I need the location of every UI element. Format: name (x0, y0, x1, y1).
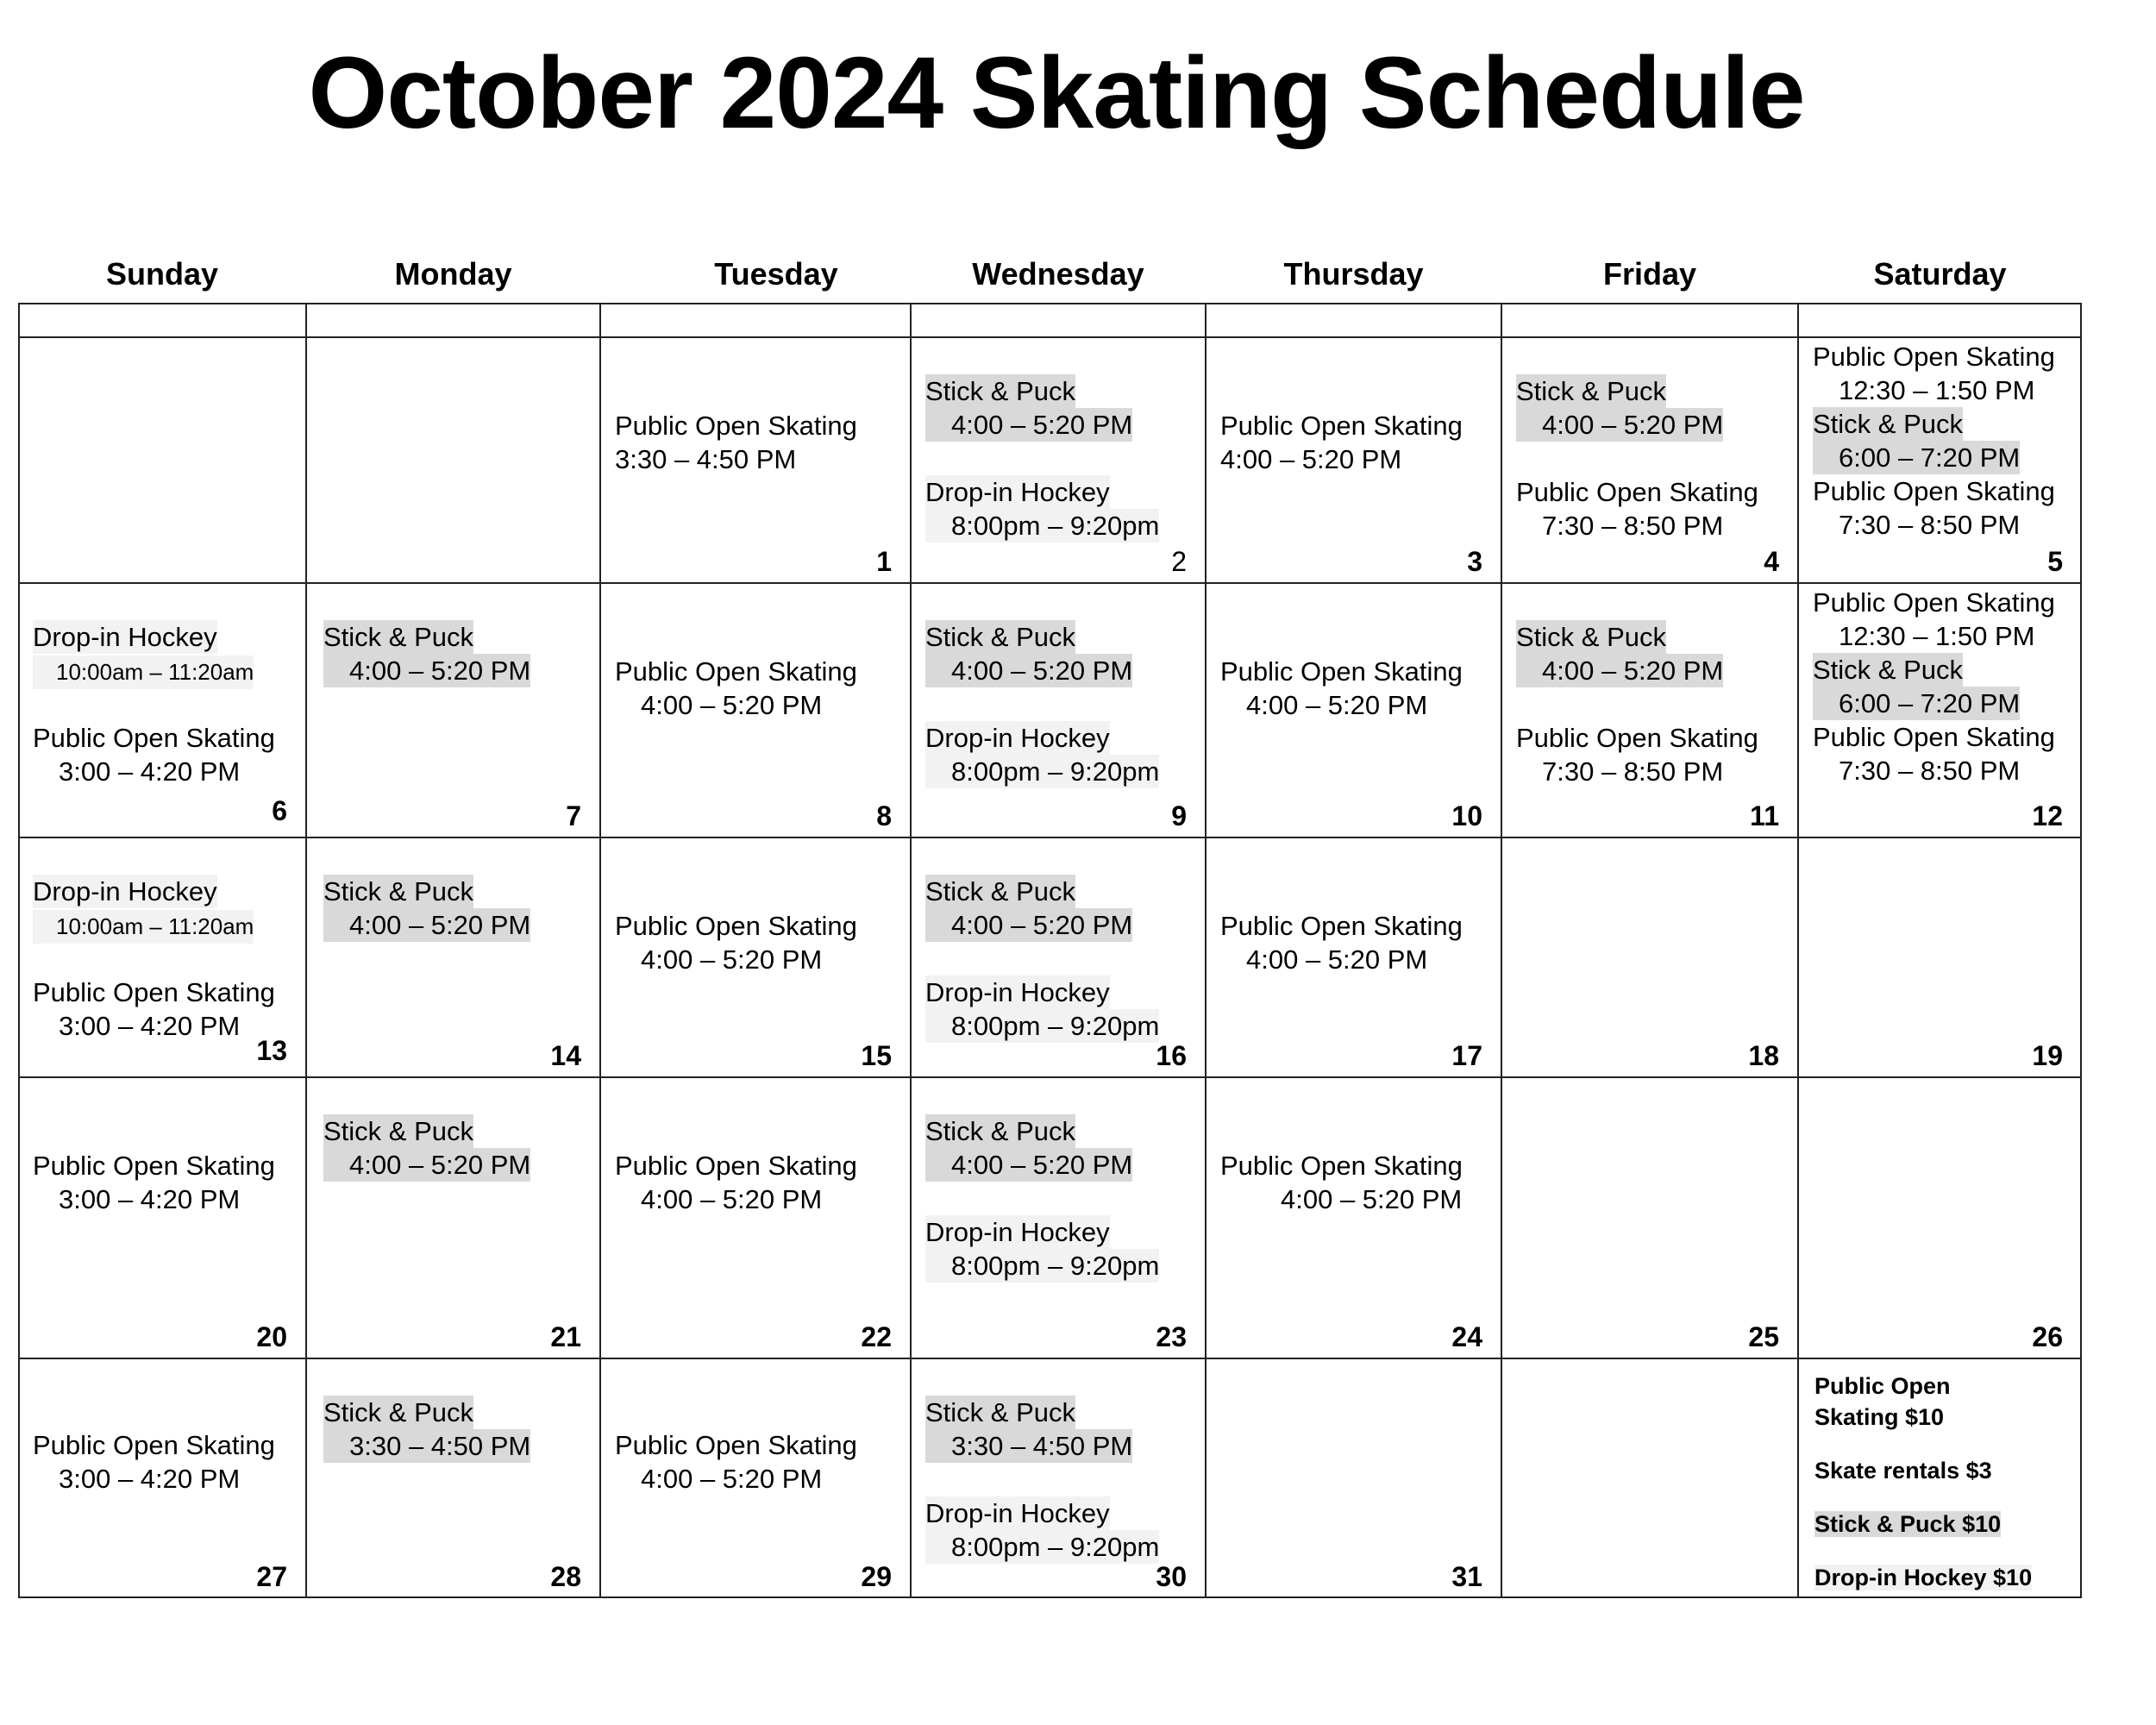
day-number: 7 (566, 800, 581, 831)
day-number: 18 (1748, 1040, 1779, 1071)
price-stick-and-puck: Stick & Puck $10 (1814, 1511, 2002, 1537)
day-number: 30 (1156, 1561, 1187, 1592)
event-name: Drop-in Hockey (33, 876, 217, 906)
event-name: Public Open Skating (1516, 477, 1758, 507)
day-number: 29 (861, 1561, 892, 1592)
event-time: 4:00 – 5:20 PM (925, 654, 1132, 687)
price-public-open-line1: Public Open (1814, 1373, 1951, 1399)
day-number: 24 (1451, 1321, 1482, 1352)
event-name: Stick & Puck (925, 376, 1075, 406)
event-name: Stick & Puck (323, 876, 473, 906)
event-name: Public Open Skating (1220, 411, 1463, 441)
day-number: 16 (1156, 1040, 1187, 1071)
event-name: Stick & Puck (323, 1116, 473, 1146)
event-name: Public Open Skating (1220, 1151, 1463, 1181)
event-name: Public Open Skating (33, 1430, 275, 1460)
event-time: 3:00 – 4:20 PM (59, 1464, 241, 1494)
day-cell-1[interactable] (600, 337, 911, 583)
event-time: 3:00 – 4:20 PM (59, 1011, 241, 1041)
day-cell-16[interactable] (911, 837, 1206, 1077)
day-cell-31[interactable] (1206, 1358, 1501, 1598)
event-name: Drop-in Hockey (925, 477, 1110, 507)
event-time: 8:00pm – 9:20pm (925, 1249, 1159, 1283)
event-name: Stick & Puck (925, 1397, 1075, 1427)
price-skate-rentals: Skate rentals $3 (1814, 1458, 1992, 1484)
day-number: 19 (2032, 1040, 2063, 1071)
event-time: 8:00pm – 9:20pm (925, 755, 1159, 788)
event-name: Stick & Puck (1516, 622, 1666, 652)
weekday-wednesday: Wednesday (972, 256, 1144, 292)
day-cell-15[interactable] (600, 837, 911, 1077)
event-time: 4:00 – 5:20 PM (1246, 944, 1428, 975)
event-time: 6:00 – 7:20 PM (1813, 687, 2020, 720)
event-time: 4:00 – 5:20 PM (323, 908, 530, 942)
event-name: Stick & Puck (323, 1397, 473, 1427)
day-cell-7[interactable] (306, 583, 600, 837)
event-name: Public Open Skating (1813, 587, 2055, 618)
event-name: Stick & Puck (1813, 409, 1963, 439)
day-cell-20[interactable] (18, 1077, 306, 1358)
event-time: 7:30 – 8:50 PM (1839, 510, 2021, 540)
day-number: 3 (1467, 546, 1482, 577)
day-number: 14 (550, 1040, 581, 1071)
day-cell-14[interactable] (306, 837, 600, 1077)
event-time: 4:00 – 5:20 PM (1516, 408, 1723, 442)
weekday-sunday: Sunday (105, 256, 219, 292)
event-time: 4:00 – 5:20 PM (323, 654, 530, 687)
event-name: Public Open Skating (1220, 656, 1463, 687)
day-cell-22[interactable] (600, 1077, 911, 1358)
event-time: 6:00 – 7:20 PM (1813, 441, 2020, 474)
event-name: Public Open Skating (615, 411, 857, 441)
event-time: 4:00 – 5:20 PM (641, 1184, 823, 1214)
day-cell-29[interactable] (600, 1358, 911, 1598)
event-time: 7:30 – 8:50 PM (1542, 511, 1724, 541)
event-time: 4:00 – 5:20 PM (1281, 1184, 1463, 1214)
event-name: Public Open Skating (1516, 723, 1758, 753)
event-name: Public Open Skating (33, 1151, 275, 1181)
day-number: 17 (1451, 1040, 1482, 1071)
day-number: 28 (550, 1561, 581, 1592)
day-cell-24[interactable] (1206, 1077, 1501, 1358)
event-time: 4:00 – 5:20 PM (1220, 444, 1402, 474)
day-cell-5[interactable] (1798, 337, 2082, 583)
weekday-monday: Monday (394, 256, 512, 292)
event-time: 7:30 – 8:50 PM (1542, 756, 1724, 787)
day-cell-empty (1501, 1358, 1798, 1598)
day-number: 31 (1451, 1561, 1482, 1592)
day-number: 23 (1156, 1321, 1187, 1352)
day-number: 8 (876, 800, 892, 831)
event-name: Public Open Skating (615, 656, 857, 687)
day-number: 27 (256, 1561, 287, 1592)
day-number: 12 (2032, 800, 2063, 831)
day-cell-8[interactable] (600, 583, 911, 837)
day-number: 13 (256, 1035, 287, 1066)
event-name: Drop-in Hockey (925, 1498, 1110, 1528)
day-cell-23[interactable] (911, 1077, 1206, 1358)
event-name: Drop-in Hockey (925, 977, 1110, 1007)
event-name: Stick & Puck (925, 876, 1075, 906)
event-name: Public Open Skating (615, 1151, 857, 1181)
price-drop-in-hockey: Drop-in Hockey $10 (1814, 1565, 2033, 1590)
page-title: October 2024 Skating Schedule (308, 36, 1805, 150)
weekday-thursday: Thursday (1283, 256, 1424, 292)
event-name: Public Open Skating (1813, 342, 2055, 372)
event-time: 4:00 – 5:20 PM (323, 1148, 530, 1182)
day-cell-empty (18, 337, 306, 583)
event-time: 3:30 – 4:50 PM (925, 1429, 1132, 1463)
day-cell-25[interactable] (1501, 1077, 1798, 1358)
event-name: Public Open Skating (615, 911, 857, 941)
day-cell-4[interactable] (1501, 337, 1798, 583)
weekday-tuesday: Tuesday (714, 256, 838, 292)
event-name: Drop-in Hockey (925, 723, 1110, 753)
day-cell-empty (306, 337, 600, 583)
day-number: 9 (1171, 800, 1187, 831)
day-number: 5 (2047, 546, 2063, 577)
event-time: 10:00am – 11:20am (33, 910, 254, 944)
event-name: Stick & Puck (1516, 376, 1666, 406)
day-cell-30[interactable] (911, 1358, 1206, 1598)
event-time: 4:00 – 5:20 PM (641, 690, 823, 720)
day-number: 25 (1748, 1321, 1779, 1352)
day-cell-19[interactable] (1798, 837, 2082, 1077)
event-name: Public Open Skating (615, 1430, 857, 1460)
event-time: 4:00 – 5:20 PM (641, 944, 823, 975)
day-number: 26 (2032, 1321, 2063, 1352)
day-number: 6 (272, 795, 287, 826)
event-name: Public Open Skating (1813, 722, 2055, 752)
event-time: 3:00 – 4:20 PM (59, 756, 241, 787)
day-number: 11 (1750, 800, 1779, 831)
event-time: 12:30 – 1:50 PM (1839, 375, 2035, 405)
day-cell-11[interactable] (1501, 583, 1798, 837)
day-cell-3[interactable] (1206, 337, 1501, 583)
event-time: 8:00pm – 9:20pm (925, 509, 1159, 543)
event-time: 8:00pm – 9:20pm (925, 1530, 1159, 1564)
day-cell-9[interactable] (911, 583, 1206, 837)
day-number: 21 (550, 1321, 581, 1352)
event-time: 7:30 – 8:50 PM (1839, 756, 2021, 786)
event-name: Stick & Puck (323, 622, 473, 652)
event-name: Stick & Puck (925, 622, 1075, 652)
day-cell-2[interactable] (911, 337, 1206, 583)
price-list (1798, 1358, 2082, 1598)
event-time: 4:00 – 5:20 PM (641, 1464, 823, 1494)
event-time: 4:00 – 5:20 PM (925, 1148, 1132, 1182)
day-cell-26[interactable] (1798, 1077, 2082, 1358)
day-number: 10 (1451, 800, 1482, 831)
event-time: 12:30 – 1:50 PM (1839, 621, 2035, 651)
event-time: 10:00am – 11:20am (33, 656, 254, 689)
day-cell-28[interactable] (306, 1358, 600, 1598)
event-name: Drop-in Hockey (33, 622, 217, 652)
event-time: 3:30 – 4:50 PM (323, 1429, 530, 1463)
event-name: Public Open Skating (1813, 476, 2055, 506)
event-name: Stick & Puck (925, 1116, 1075, 1146)
event-name: Stick & Puck (1813, 655, 1963, 685)
event-name: Public Open Skating (1220, 911, 1463, 941)
day-cell-6[interactable] (18, 583, 306, 837)
day-number: 2 (1171, 546, 1187, 577)
event-time: 4:00 – 5:20 PM (925, 408, 1132, 442)
event-time: 4:00 – 5:20 PM (925, 908, 1132, 942)
event-time: 3:00 – 4:20 PM (59, 1184, 241, 1214)
day-cell-17[interactable] (1206, 837, 1501, 1077)
event-time: 8:00pm – 9:20pm (925, 1009, 1159, 1043)
price-public-open-line2: Skating $10 (1814, 1404, 1945, 1430)
day-number: 1 (876, 546, 892, 577)
day-cell-18[interactable] (1501, 837, 1798, 1077)
weekday-friday: Friday (1602, 256, 1697, 292)
weekday-saturday: Saturday (1873, 256, 2007, 292)
day-number: 15 (861, 1040, 892, 1071)
event-name: Drop-in Hockey (925, 1217, 1110, 1247)
day-number: 4 (1764, 546, 1779, 577)
event-name: Public Open Skating (33, 977, 275, 1007)
day-cell-10[interactable] (1206, 583, 1501, 837)
day-cell-21[interactable] (306, 1077, 600, 1358)
day-cell-12[interactable] (1798, 583, 2082, 837)
event-name: Public Open Skating (33, 723, 275, 753)
event-time: 4:00 – 5:20 PM (1246, 690, 1428, 720)
day-number: 20 (256, 1321, 287, 1352)
day-cell-13[interactable] (18, 837, 306, 1077)
event-time: 3:30 – 4:50 PM (615, 444, 797, 474)
event-time: 4:00 – 5:20 PM (1516, 654, 1723, 687)
day-number: 22 (861, 1321, 892, 1352)
day-cell-27[interactable] (18, 1358, 306, 1598)
